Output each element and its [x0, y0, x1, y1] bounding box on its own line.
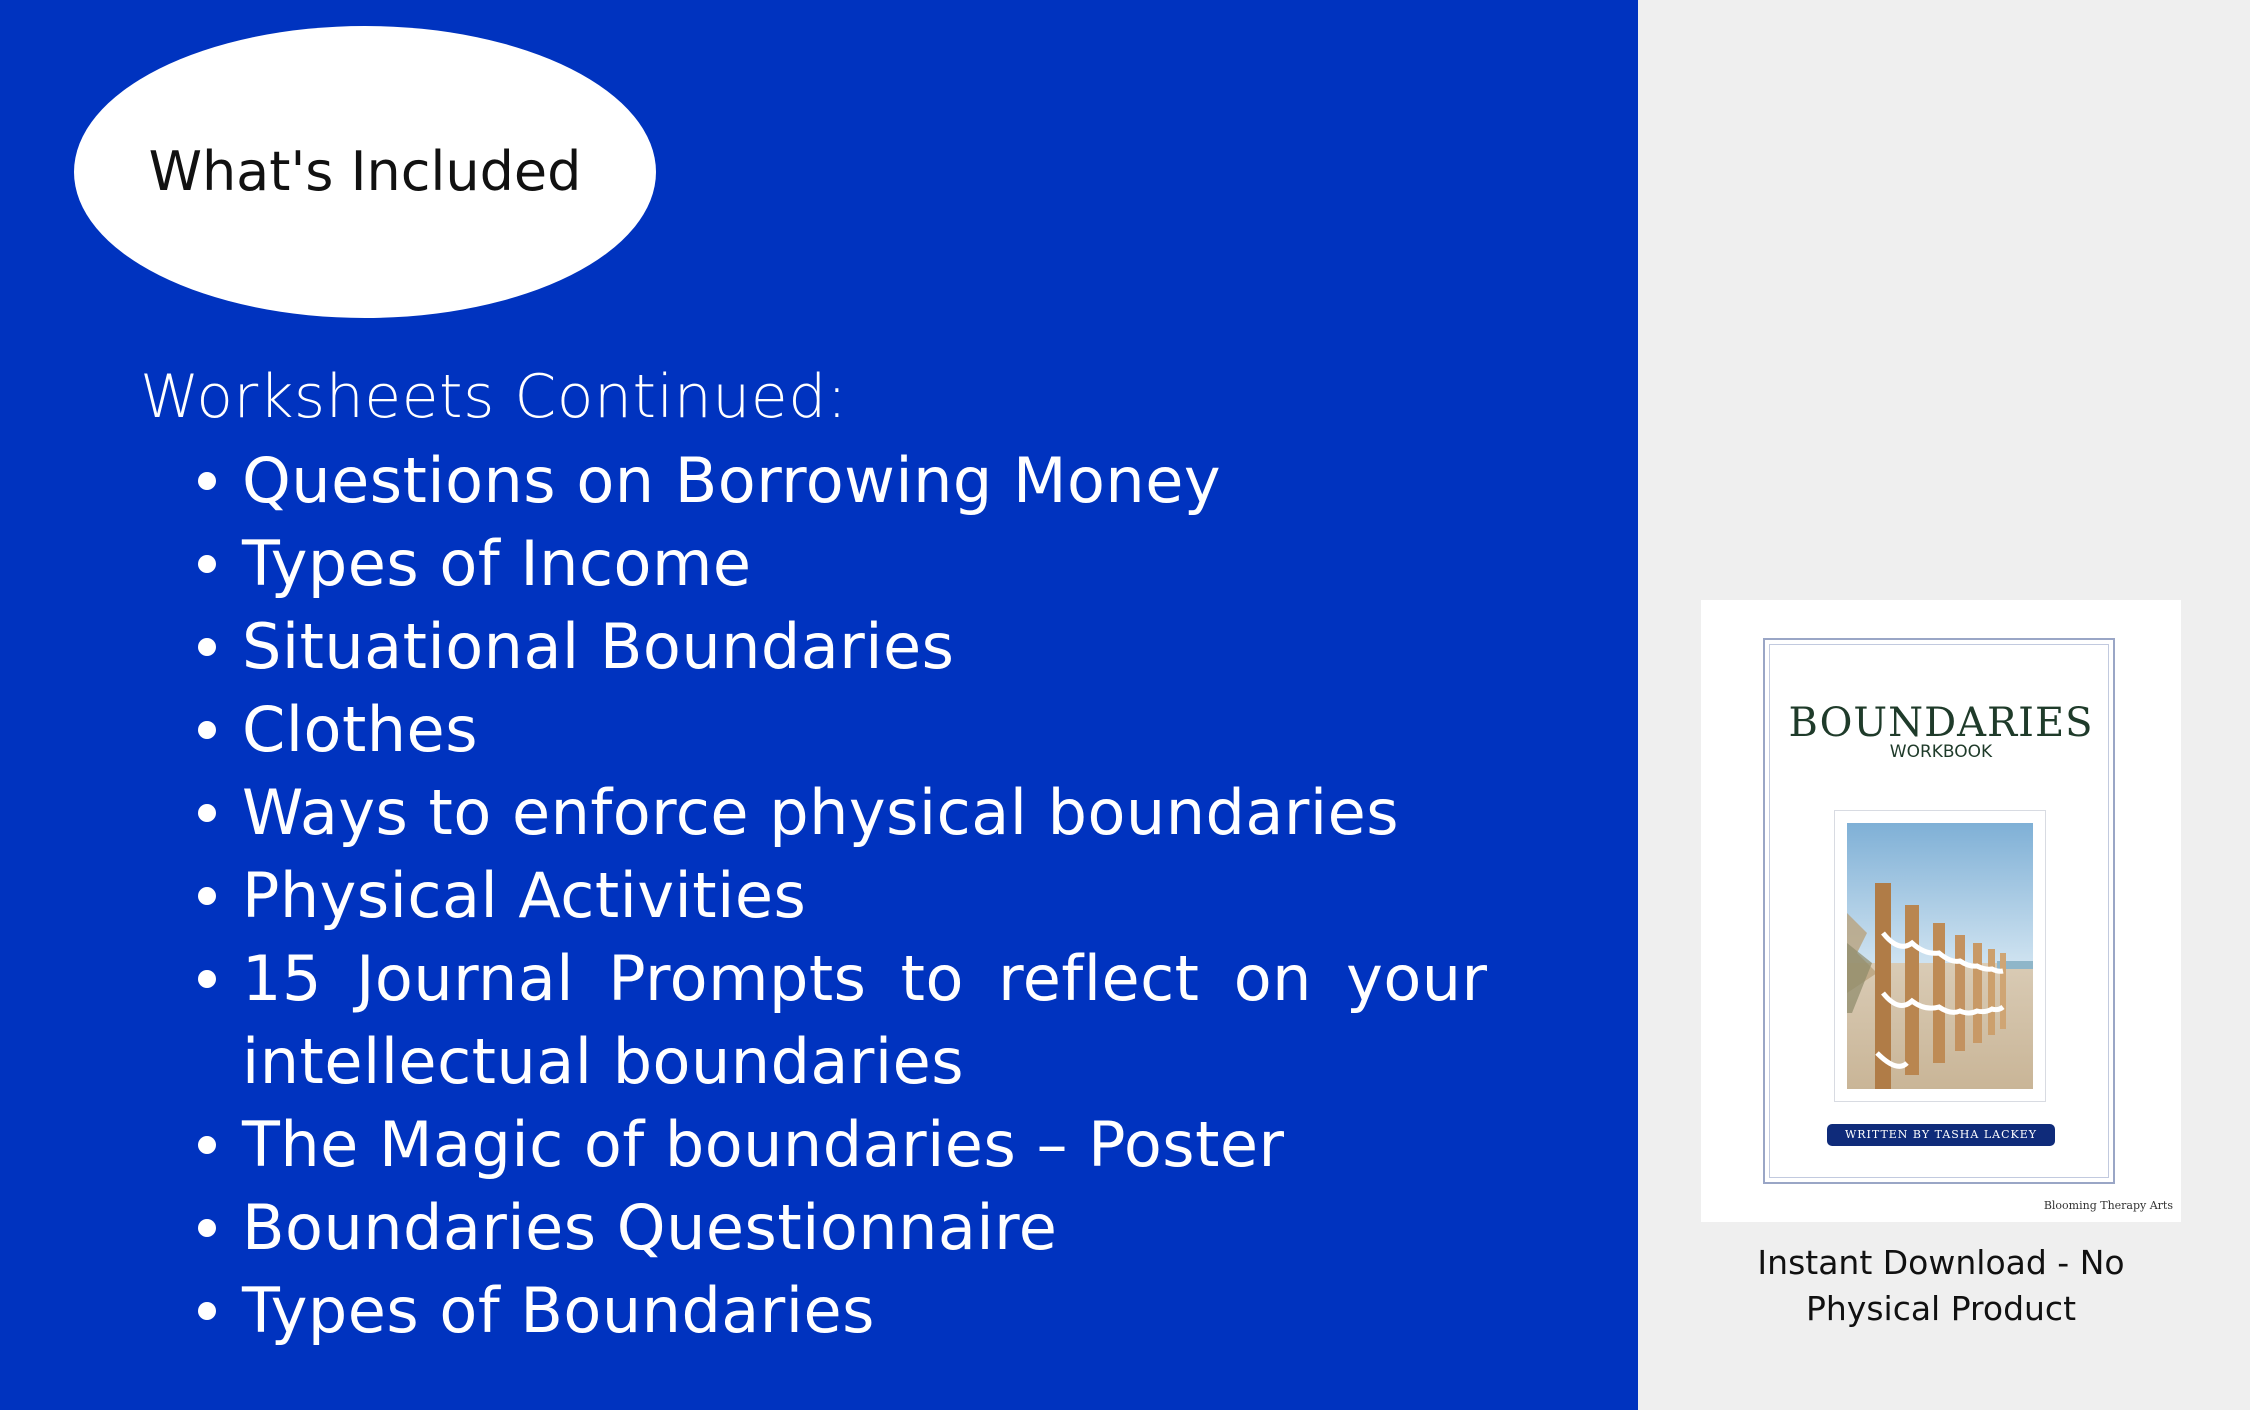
list-item: Situational Boundaries: [242, 610, 955, 683]
download-caption: [1700, 1240, 2182, 1332]
bullet-icon: [198, 887, 216, 905]
cover-title: BOUNDARIES: [1788, 700, 2094, 746]
list-item: 15 Journal Prompts to reflect on your: [242, 942, 1488, 1015]
bullet-icon: [198, 555, 216, 573]
badge-label: What's Included: [148, 139, 582, 203]
bullet-icon: [198, 1302, 216, 1320]
cover-brand: Blooming Therapy Arts: [2043, 1199, 2173, 1212]
bullet-icon: [198, 1136, 216, 1154]
list-item: Physical Activities: [242, 859, 807, 932]
bullet-icon: [198, 472, 216, 490]
list-item: Boundaries Questionnaire: [242, 1191, 1058, 1264]
bullet-icon: [198, 1219, 216, 1237]
caption-line-2: Physical Product: [1805, 1289, 2077, 1328]
list-item: Types of Boundaries: [242, 1274, 875, 1347]
cover-photo-frame: [1834, 810, 2046, 1102]
list-item: Questions on Borrowing Money: [242, 444, 1222, 517]
workbook-cover-image: [1701, 600, 2181, 1222]
list-item: The Magic of boundaries – Poster: [242, 1108, 1285, 1181]
caption-line-1: Instant Download - No: [1757, 1243, 2125, 1282]
beach-fence-photo: [1847, 823, 2033, 1089]
bullet-icon: [198, 721, 216, 739]
bullet-icon: [198, 804, 216, 822]
list-item: Types of Income: [242, 527, 752, 600]
list-item: Clothes: [242, 693, 478, 766]
section-heading: Worksheets Continued:: [140, 362, 848, 432]
cover-author-label: WRITTEN BY TASHA LACKEY: [1827, 1124, 2055, 1146]
list-item: Ways to enforce physical boundaries: [242, 776, 1400, 849]
cover-subtitle: WORKBOOK: [1889, 742, 1993, 762]
bullet-icon: [198, 970, 216, 988]
bullet-icon: [198, 638, 216, 656]
list-item-continuation: intellectual boundaries: [242, 1025, 965, 1098]
